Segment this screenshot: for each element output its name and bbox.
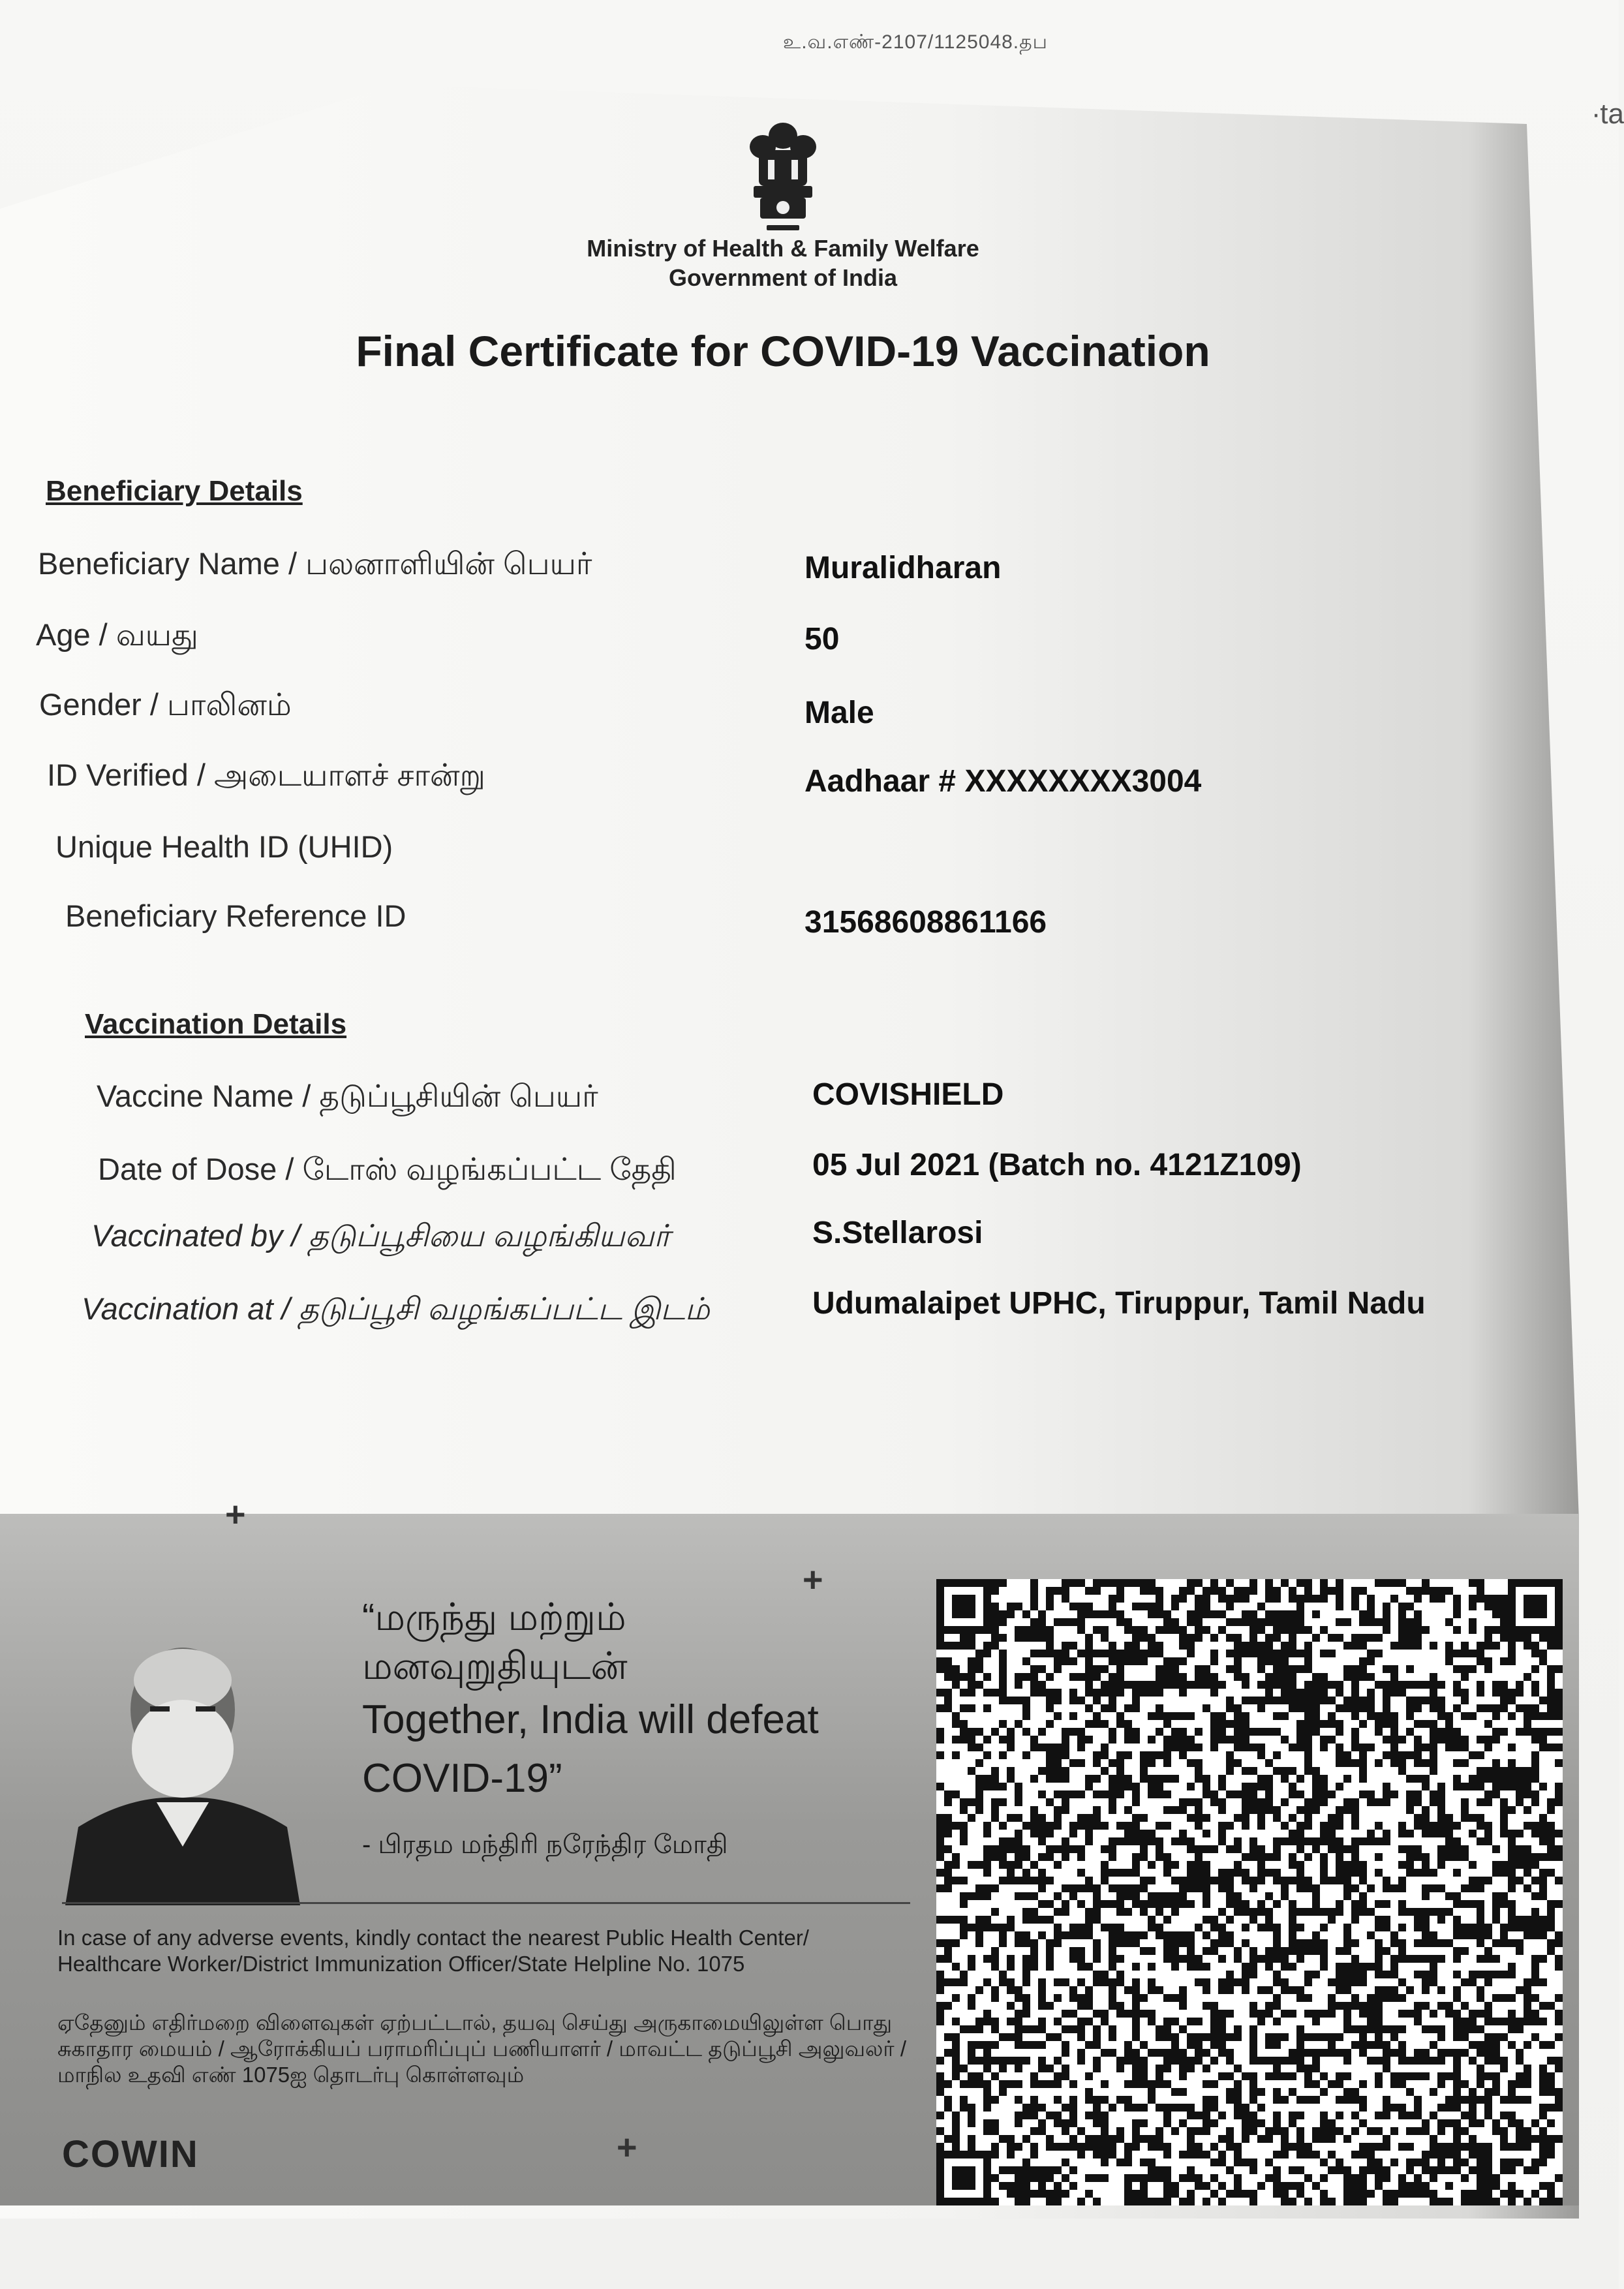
quote-english-line-2: COVID-19” (362, 1756, 562, 1801)
beneficiary-reference-id-label: Beneficiary Reference ID (65, 899, 406, 933)
helpline-english: In case of any adverse events, kindly contact the nearest Public Health Center/ Healthcare Worker/District Immunization Officer/State Helpline No. 1075 (57, 1926, 809, 1976)
date-of-dose-value: 05 Jul 2021 (Batch no. 4121Z109) (812, 1148, 1302, 1182)
vaccination-at-value: Udumalaipet UPHC, Tiruppur, Tamil Nadu (812, 1286, 1426, 1321)
helpline-tamil: ஏதேனும் எதிர்மறை விளைவுகள் ஏற்பட்டால், தயவு செய்து அருகாமையிலுள்ள பொது சுகாதார மையம் / ஆரோக்கியப் பராமரிப்புப் பணியாளர் / மாவட்ட தடுப்பூசி அலுவலர் / மாநில உதவி எண் 1075ஐ தொடர்பு கொள்ளவும் (57, 2010, 907, 2087)
vaccine-name-label: Vaccine Name / தடுப்பூசியின் பெயர் (97, 1079, 598, 1113)
beneficiary-name-label: Beneficiary Name / பலனாளியின் பெயர் (38, 546, 592, 581)
vaccinated-by-value: S.Stellarosi (812, 1216, 983, 1250)
crosshair-mark-icon: + (617, 2128, 637, 2167)
gender-label: Gender / பாலினம் (39, 687, 292, 722)
beneficiary-details-heading: Beneficiary Details (46, 475, 303, 507)
qr-code (936, 1579, 1563, 2205)
beneficiary-name-value: Muralidharan (804, 551, 1002, 585)
qr-finder-pattern (936, 1579, 991, 1634)
qr-finder-pattern (1508, 1579, 1563, 1634)
certificate-title: Final Certificate for COVID-19 Vaccination (356, 327, 1210, 375)
beneficiary-reference-id-value: 31568608861166 (804, 905, 1047, 940)
top-reference-number: உ.வ.எண்-2107/1125048.தப (783, 31, 1049, 53)
crosshair-mark-icon: + (803, 1560, 823, 1599)
divider (62, 1902, 910, 1904)
gender-value: Male (804, 696, 874, 730)
edge-mark: ∙ta (1592, 98, 1624, 130)
quote-attribution: - பிரதம மந்திரி நரேந்திர மோதி (362, 1830, 728, 1859)
id-verified-value: Aadhaar # XXXXXXXX3004 (804, 764, 1202, 799)
ministry-name: Ministry of Health & Family Welfare (587, 235, 979, 262)
vaccination-at-label: Vaccination at / தடுப்பூசி வழங்கப்பட்ட இடம் (82, 1291, 710, 1326)
qr-finder-pattern (936, 2151, 991, 2205)
id-verified-label: ID Verified / அடையாளச் சான்று (47, 758, 485, 792)
crosshair-mark-icon: + (225, 1495, 246, 1534)
quote-tamil-line-2: மனவுறுதியுடன் (362, 1645, 628, 1687)
government-name: Government of India (668, 264, 898, 291)
cowin-logo: COWIN (62, 2133, 199, 2175)
age-label: Age / வயது (36, 617, 198, 652)
national-emblem-icon (734, 111, 832, 241)
qr-modules (936, 1579, 1563, 2205)
date-of-dose-label: Date of Dose / டோஸ் வழங்கப்பட்ட தேதி (98, 1152, 677, 1186)
quote-english-line-1: Together, India will defeat (362, 1697, 819, 1742)
quote-tamil-line-1: “மருந்து மற்றும் (362, 1596, 626, 1638)
uhid-label: Unique Health ID (UHID) (55, 829, 393, 864)
age-value: 50 (804, 622, 840, 656)
vaccinated-by-label: Vaccinated by / தடுப்பூசியை வழங்கியவர் (91, 1218, 670, 1253)
vaccine-name-value: COVISHIELD (812, 1077, 1004, 1112)
vaccination-details-heading: Vaccination Details (85, 1008, 347, 1040)
prime-minister-portrait (59, 1631, 307, 1905)
